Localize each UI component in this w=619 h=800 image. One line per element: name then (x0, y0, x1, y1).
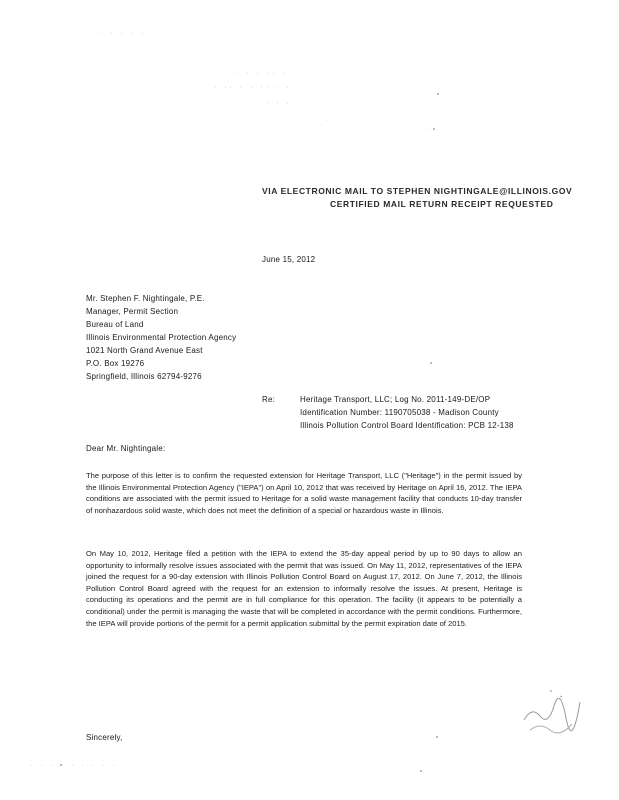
letterhead-logo-artifact: · (428, 126, 434, 133)
scan-speck (430, 362, 432, 364)
re-line-2: Identification Number: 1190705038 - Madison County (300, 408, 499, 417)
scan-speck (420, 770, 422, 772)
recipient-title: Manager, Permit Section (86, 307, 179, 316)
recipient-street: 1021 North Grand Avenue East (86, 346, 203, 355)
certified-mail-line: CERTIFIED MAIL RETURN RECEIPT REQUESTED (330, 199, 554, 209)
letterhead-logo-artifact: · · · (266, 100, 292, 107)
signature-mark (520, 680, 590, 740)
delivery-method-line: VIA ELECTRONIC MAIL TO STEPHEN NIGHTINGALE@ILLINOIS.GOV (262, 186, 573, 196)
scan-noise: · · · · · (100, 30, 147, 37)
re-line-3: Illinois Pollution Control Board Identification: PCB 12-138 (300, 421, 514, 430)
letterhead-logo-artifact: · · · ·· · (236, 70, 288, 77)
letterhead-logo-artifact: · ·· · · ·· · · (214, 84, 292, 91)
recipient-bureau: Bureau of Land (86, 320, 144, 329)
scan-noise: · · · · · · · · · (30, 762, 118, 769)
re-line-1: Heritage Transport, LLC; Log No. 2011-149-DE/OP (300, 395, 491, 404)
recipient-name: Mr. Stephen F. Nightingale, P.E. (86, 294, 205, 303)
scan-speck (437, 93, 439, 95)
letterhead-logo-artifact: · ·· · · (290, 117, 332, 124)
scan-speck (436, 736, 438, 738)
salutation: Dear Mr. Nightingale: (86, 444, 166, 453)
re-label: Re: (262, 395, 276, 404)
recipient-city: Springfield, Illinois 62794-9276 (86, 372, 202, 381)
scan-speck (433, 128, 435, 130)
body-paragraph-1: The purpose of this letter is to confirm the requested extension for Heritage Transport, LLC ("Heritage") in the permit issued by the Illinois Environmental Protection Agency ("IEPA") on April 10, 2012 that was received by Heritage on April 16, 2012. The IEPA conditions are associated with the permit issued to Heritage for a solid waste management facility that conducts 10-day transfer of nonhazardous solid waste, which does not meet the definition of a special or hazardous waste in Illinois. (86, 471, 522, 515)
body-paragraph-2: On May 10, 2012, Heritage filed a petition with the IEPA to extend the 35-day appeal period by up to 90 days to allow an opportunity to informally resolve issues associated with the permit that was issued. On May 11, 2012, representatives of the IEPA joined the request for a 90-day extension with Illinois Pollution Control Board on August 17, 2012. On June 7, 2012, the Illinois Pollution Control Board agreed with the request for an extension to informally resolve the issues. At present, Heritage is conducting its operations and the permit are in full compliance for this operation. The facility (it appears to be potentially a conditional) under the permit is managing the waste that will be completed in accordance with the permit conditions. Furthermore, the IEPA will provide portions of the permit for a permit application submittal by the permit expiration date of 2015. (86, 549, 522, 628)
recipient-po-box: P.O. Box 19276 (86, 359, 145, 368)
closing: Sincerely, (86, 733, 123, 742)
letter-date: June 15, 2012 (262, 255, 316, 264)
recipient-agency: Illinois Environmental Protection Agency (86, 333, 237, 342)
